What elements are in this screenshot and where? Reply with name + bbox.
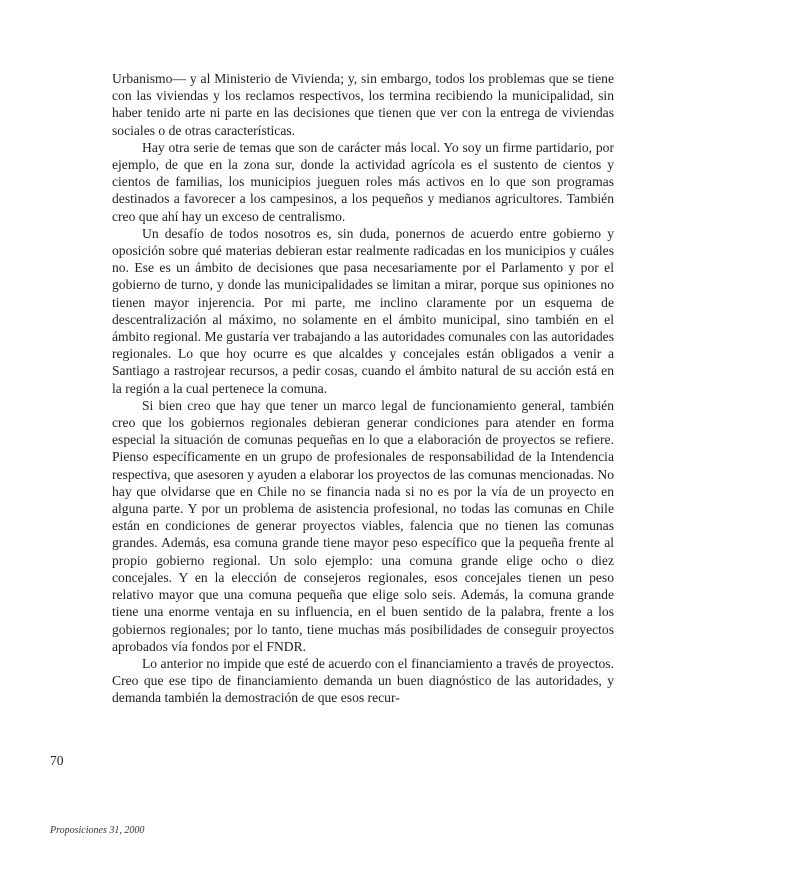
paragraph-5: Lo anterior no impide que esté de acuerdo con el financiamiento a través de proyectos. Creo que ese tipo de financiamiento demanda un buen diagnóstico de las autoridades, y demanda también la demostración de que esos recur- — [112, 655, 614, 706]
paragraph-4: Si bien creo que hay que tener un marco legal de funcionamiento general, también creo que los gobiernos regionales debieran generar condiciones para atender en forma especial la situación de comunas pequeñas en lo que a elaboración de proyectos se refiere. Pienso específicamente en un grupo de profesionales de responsabilidad de la Intendencia respectiva, que asesoren y ayuden a elaborar los proyectos de las comunas mencionadas. No hay que olvidarse que en Chile no se financia nada si no es por la vía de un proyecto en alguna parte. Y por un problema de asistencia profesional, no todas las comunas en Chile están en condiciones de generar proyectos viables, falencia que no tienen las comunas grandes. Además, esa comuna grande tiene mayor peso específico que la pequeña frente al propio gobierno regional. Un solo ejemplo: una comuna grande elige ocho o diez concejales. Y en la elección de consejeros regionales, esos concejales tienen un peso relativo mayor que una comuna pequeña que elige solo seis. Además, la comuna grande tiene una enorme ventaja en su influencia, en el buen sentido de la palabra, frente a los gobiernos regionales; por lo tanto, tiene muchas más posibilidades de conseguir proyectos aprobados vía fondos por el FNDR. — [112, 397, 614, 654]
paragraph-2: Hay otra serie de temas que son de carácter más local. Yo soy un firme partidario, por ejemplo, de que en la zona sur, donde la actividad agrícola es el sustento de cientos y cientos de familias, los municipios jueguen roles más activos en lo que son programas destinados a favorecer a los campesinos, a los pequeños y medianos agricultores. También creo que ahí hay un exceso de centralismo. — [112, 139, 614, 224]
paragraph-1: Urbanismo— y al Ministerio de Vivienda; y, sin embargo, todos los problemas que se tiene con las viviendas y los reclamos respectivos, los termina recibiendo la municipalidad, sin haber tenido arte ni parte en las decisiones que tienen que ver con la entrega de viviendas sociales o de otras características. — [112, 71, 614, 138]
page-number: 70 — [50, 753, 64, 768]
body-text — [112, 70, 614, 707]
paragraph-3: Un desafío de todos nosotros es, sin duda, ponernos de acuerdo entre gobierno y oposición sobre qué materias debieran estar realmente radicadas en los municipios y cuáles no. Ese es un ámbito de decisiones que pasa necesariamente por el Parlamento y por el gobierno de turno, y donde las municipalidades se limitan a mirar, porque sus opiniones no tienen mayor injerencia. Por mi parte, me inclino claramente por un esquema de descentralización al máximo, no solamente en el ámbito municipal, sino también en el ámbito regional. Me gustaría ver trabajando a las autoridades comunales con las autoridades regionales. Lo que hoy ocurre es que alcaldes y concejales están obligados a venir a Santiago a rastrojear recursos, a pedir cosas, cuando el ámbito natural de su acción está en la región a la cual pertenece la comuna. — [112, 225, 614, 396]
journal-footer: Proposiciones 31, 2000 — [50, 825, 145, 836]
